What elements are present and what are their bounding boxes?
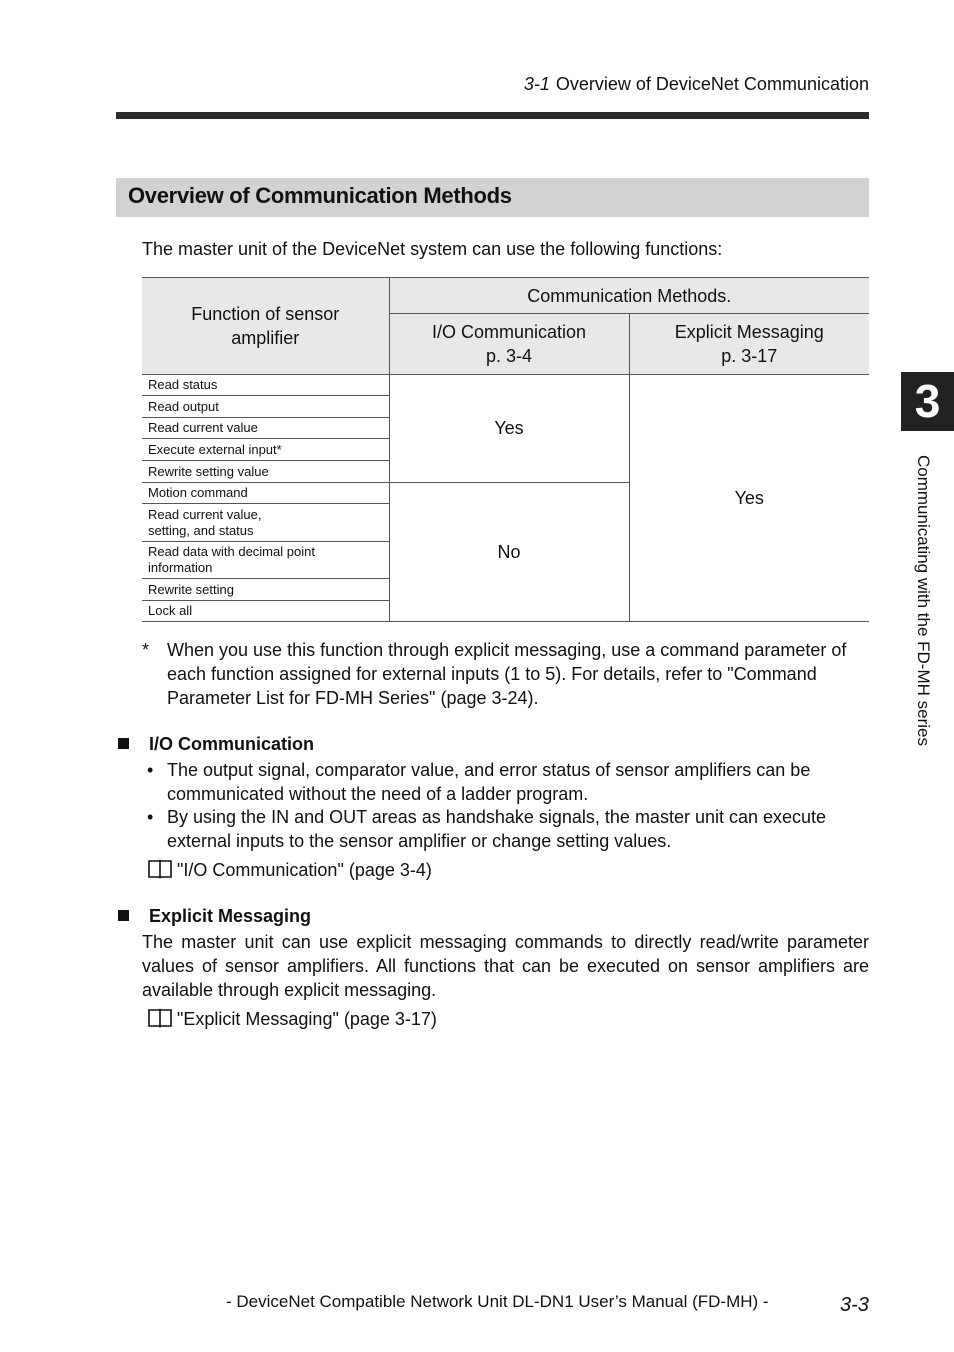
io-header: I/O Communication — [431, 322, 587, 342]
table-row-label: Read status — [142, 375, 389, 396]
io-no-cell — [389, 483, 629, 622]
table-row-label: Read output — [142, 396, 389, 418]
em-page: p. 3-17 — [721, 346, 778, 366]
table-row-label: Read current value, setting, and status — [142, 504, 389, 542]
bullet-dot-icon: • — [147, 760, 154, 780]
io-yes: Yes — [494, 418, 524, 438]
chapter-tab: 3 — [901, 372, 954, 431]
table-row-label: Rewrite setting value — [142, 461, 389, 483]
em-header-cell — [629, 314, 869, 375]
table-row-label: Motion command — [142, 483, 389, 504]
book-icon — [147, 1007, 173, 1035]
table-row-label: Read current value — [142, 418, 389, 439]
footnote-mark: * — [142, 640, 150, 660]
section-title: Overview of Communication Methods — [128, 183, 512, 208]
io-section-heading — [118, 734, 314, 755]
header-section-number: 3-1 — [523, 74, 550, 94]
page-number: 3-3 — [840, 1294, 869, 1316]
io-heading-text: I/O Communication — [149, 734, 315, 754]
section-title-band — [116, 178, 869, 217]
header-rule — [116, 112, 869, 119]
running-header — [400, 74, 869, 95]
io-yes-cell — [389, 375, 629, 483]
io-reference — [147, 858, 432, 886]
em-yes-cell — [629, 375, 869, 622]
list-item — [147, 758, 869, 806]
header-section-title: Overview of DeviceNet Communication — [555, 74, 869, 94]
square-bullet-icon — [118, 738, 129, 749]
em-heading-text: Explicit Messaging — [149, 906, 312, 926]
functions-table — [142, 277, 869, 622]
io-reference-text: "I/O Communication" (page 3-4) — [177, 860, 432, 880]
em-section-heading — [118, 906, 311, 927]
function-header-cell — [142, 278, 389, 375]
table-row-label: Lock all — [142, 601, 389, 622]
em-body-text: The master unit can use explicit messaging commands to directly read/write parameter values of sensor amplifiers. All functions that can be executed on sensor amplifiers are available through explicit messaging. — [142, 932, 869, 1000]
io-header-cell — [389, 314, 629, 375]
list-item-text: By using the IN and OUT areas as handshake signals, the master unit can execute external inputs to the sensor amplifier or change setting values. — [167, 807, 827, 851]
chapter-side-label — [913, 455, 937, 795]
intro-text: The master unit of the DeviceNet system can use the following functions: — [142, 239, 723, 259]
function-header: Function of sensor amplifier — [191, 304, 340, 348]
em-yes: Yes — [734, 487, 764, 508]
square-bullet-icon — [118, 910, 129, 921]
table-row-label: Rewrite setting — [142, 579, 389, 601]
methods-header-cell — [389, 278, 869, 314]
io-page: p. 3-4 — [485, 346, 533, 366]
book-icon — [147, 858, 173, 886]
table-row-label: Execute external input* — [142, 439, 389, 461]
chapter-side-label-text: Communicating with the FD-MH series — [914, 455, 933, 746]
em-header: Explicit Messaging — [674, 322, 824, 342]
em-reference-text: "Explicit Messaging" (page 3-17) — [177, 1009, 437, 1029]
methods-header: Communication Methods. — [527, 285, 732, 306]
em-reference — [147, 1007, 437, 1035]
footnote — [142, 638, 869, 710]
footnote-text: When you use this function through explicit messaging, use a command parameter of each function assigned for external inputs (1 to 5). For details, refer to "Command Parameter List for FD-MH Series" (page 3-24). — [167, 640, 847, 708]
bullet-dot-icon: • — [147, 807, 154, 827]
list-item — [147, 805, 869, 853]
list-item-text: The output signal, comparator value, and error status of sensor amplifiers can be communicated without the need of a ladder program. — [167, 760, 811, 804]
io-no: No — [497, 541, 521, 562]
footer-text: - DeviceNet Compatible Network Unit DL-DN1 User’s Manual (FD-MH) - — [226, 1292, 769, 1311]
table-row-label: Read data with decimal point information — [142, 542, 389, 579]
